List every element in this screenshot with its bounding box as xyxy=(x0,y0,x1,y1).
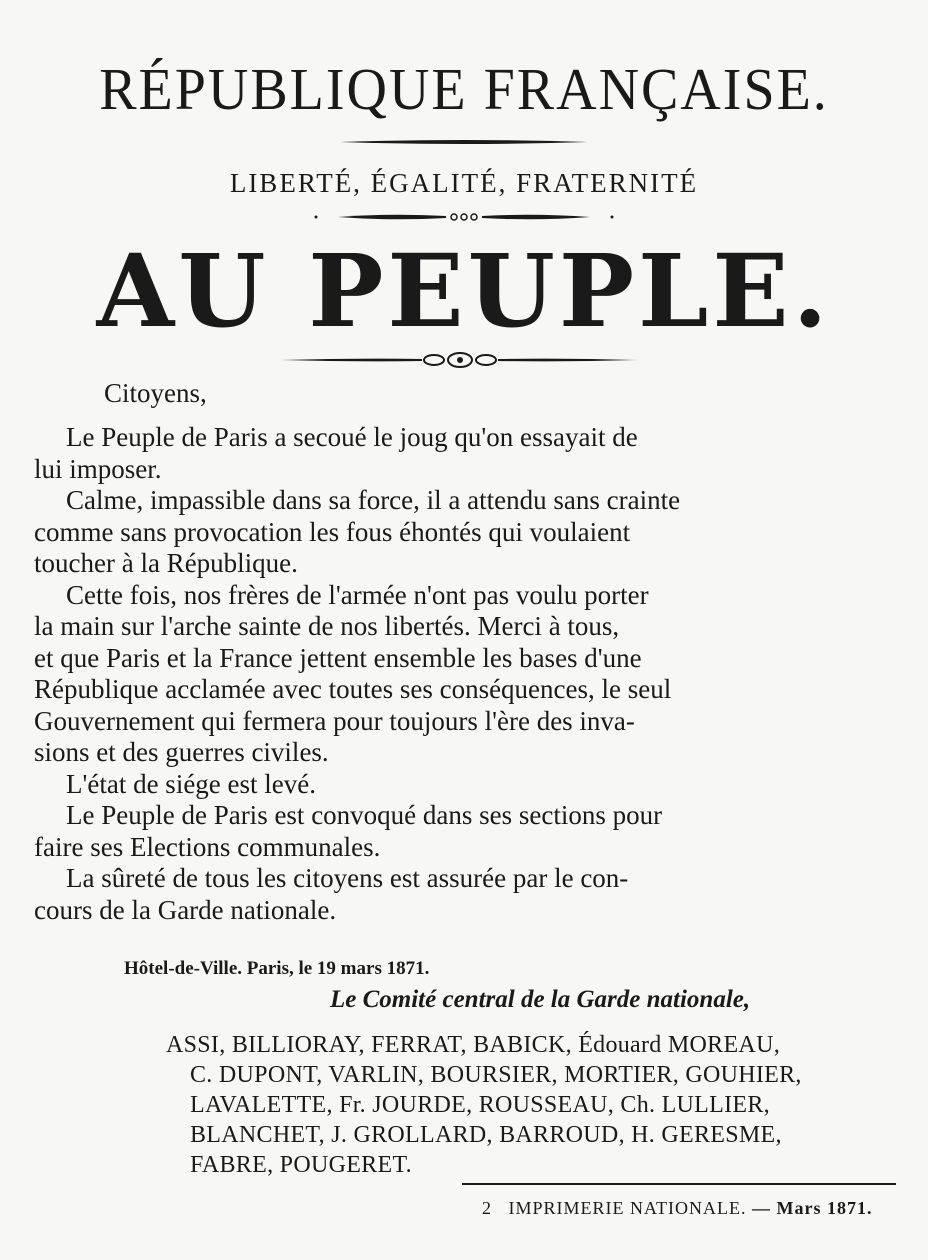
motto: LIBERTÉ, ÉGALITÉ, FRATERNITÉ xyxy=(229,168,699,198)
text-line: comme sans provocation les fous éhontés qui voulaient xyxy=(34,516,631,547)
committee-signature: Le Comité central de la Garde nationale, xyxy=(330,986,751,1013)
signatory-line: BLANCHET, J. GROLLARD, BARROUD, H. GERESME, xyxy=(190,1122,782,1148)
text-line: République acclamée avec toutes ses conséquences, le seul xyxy=(34,674,672,704)
text-line: Le Peuple de Paris est convoqué dans ses sections pour xyxy=(66,800,663,830)
text-line: L'état de siége est levé. xyxy=(66,768,317,799)
ornament-divider-2 xyxy=(282,350,638,370)
text-line: Calme, impassible dans sa force, il a attendu sans crainte xyxy=(66,485,681,515)
printer-imprint xyxy=(482,1198,872,1219)
footer-rule xyxy=(462,1183,896,1185)
text-line: et que Paris et la France jettent ensemble les bases d'une xyxy=(34,642,642,673)
signatories xyxy=(166,1030,802,1180)
text-line: la main sur l'arche sainte de nos libertés. Merci à tous, xyxy=(34,611,620,641)
ornament-divider-1 xyxy=(312,210,616,224)
signatory-line: LAVALETTE, Fr. JOURDE, ROUSSEAU, Ch. LULLIER, xyxy=(190,1092,770,1118)
text-line: toucher à la République. xyxy=(34,548,298,578)
printer-number: 2 xyxy=(482,1198,492,1218)
text-line: Le Peuple de Paris a secoué le joug qu'on essayait de xyxy=(66,422,638,452)
headline: AU PEUPLE. xyxy=(96,232,832,350)
text-line: sions et des guerres civiles. xyxy=(34,737,329,767)
proclamation-text xyxy=(34,422,888,926)
printer-date: — Mars 1871. xyxy=(751,1198,873,1218)
dateline: Hôtel-de-Ville. Paris, le 19 mars 1871. xyxy=(124,958,430,979)
text-line: faire ses Elections communales. xyxy=(34,831,381,862)
text-line: Gouvernement qui fermera pour toujours l'ère des inva- xyxy=(34,705,635,736)
top-divider xyxy=(340,138,588,146)
republic-title: RÉPUBLIQUE FRANÇAISE. xyxy=(99,57,829,123)
text-line: lui imposer. xyxy=(34,453,162,484)
text-line: Cette fois, nos frères de l'armée n'ont pas voulu porter xyxy=(66,579,649,610)
signatory-line: FABRE, POUGERET. xyxy=(190,1152,412,1178)
printer-name: IMPRIMERIE NATIONALE. xyxy=(508,1198,747,1218)
salutation: Citoyens, xyxy=(104,378,207,408)
text-line: cours de la Garde nationale. xyxy=(34,894,337,925)
signatory-line: ASSI, BILLIORAY, FERRAT, BABICK, Édouard MOREAU, xyxy=(166,1032,781,1058)
text-line: La sûreté de tous les citoyens est assurée par le con- xyxy=(66,863,629,893)
signatory-line: C. DUPONT, VARLIN, BOURSIER, MORTIER, GOUHIER, xyxy=(190,1062,802,1088)
